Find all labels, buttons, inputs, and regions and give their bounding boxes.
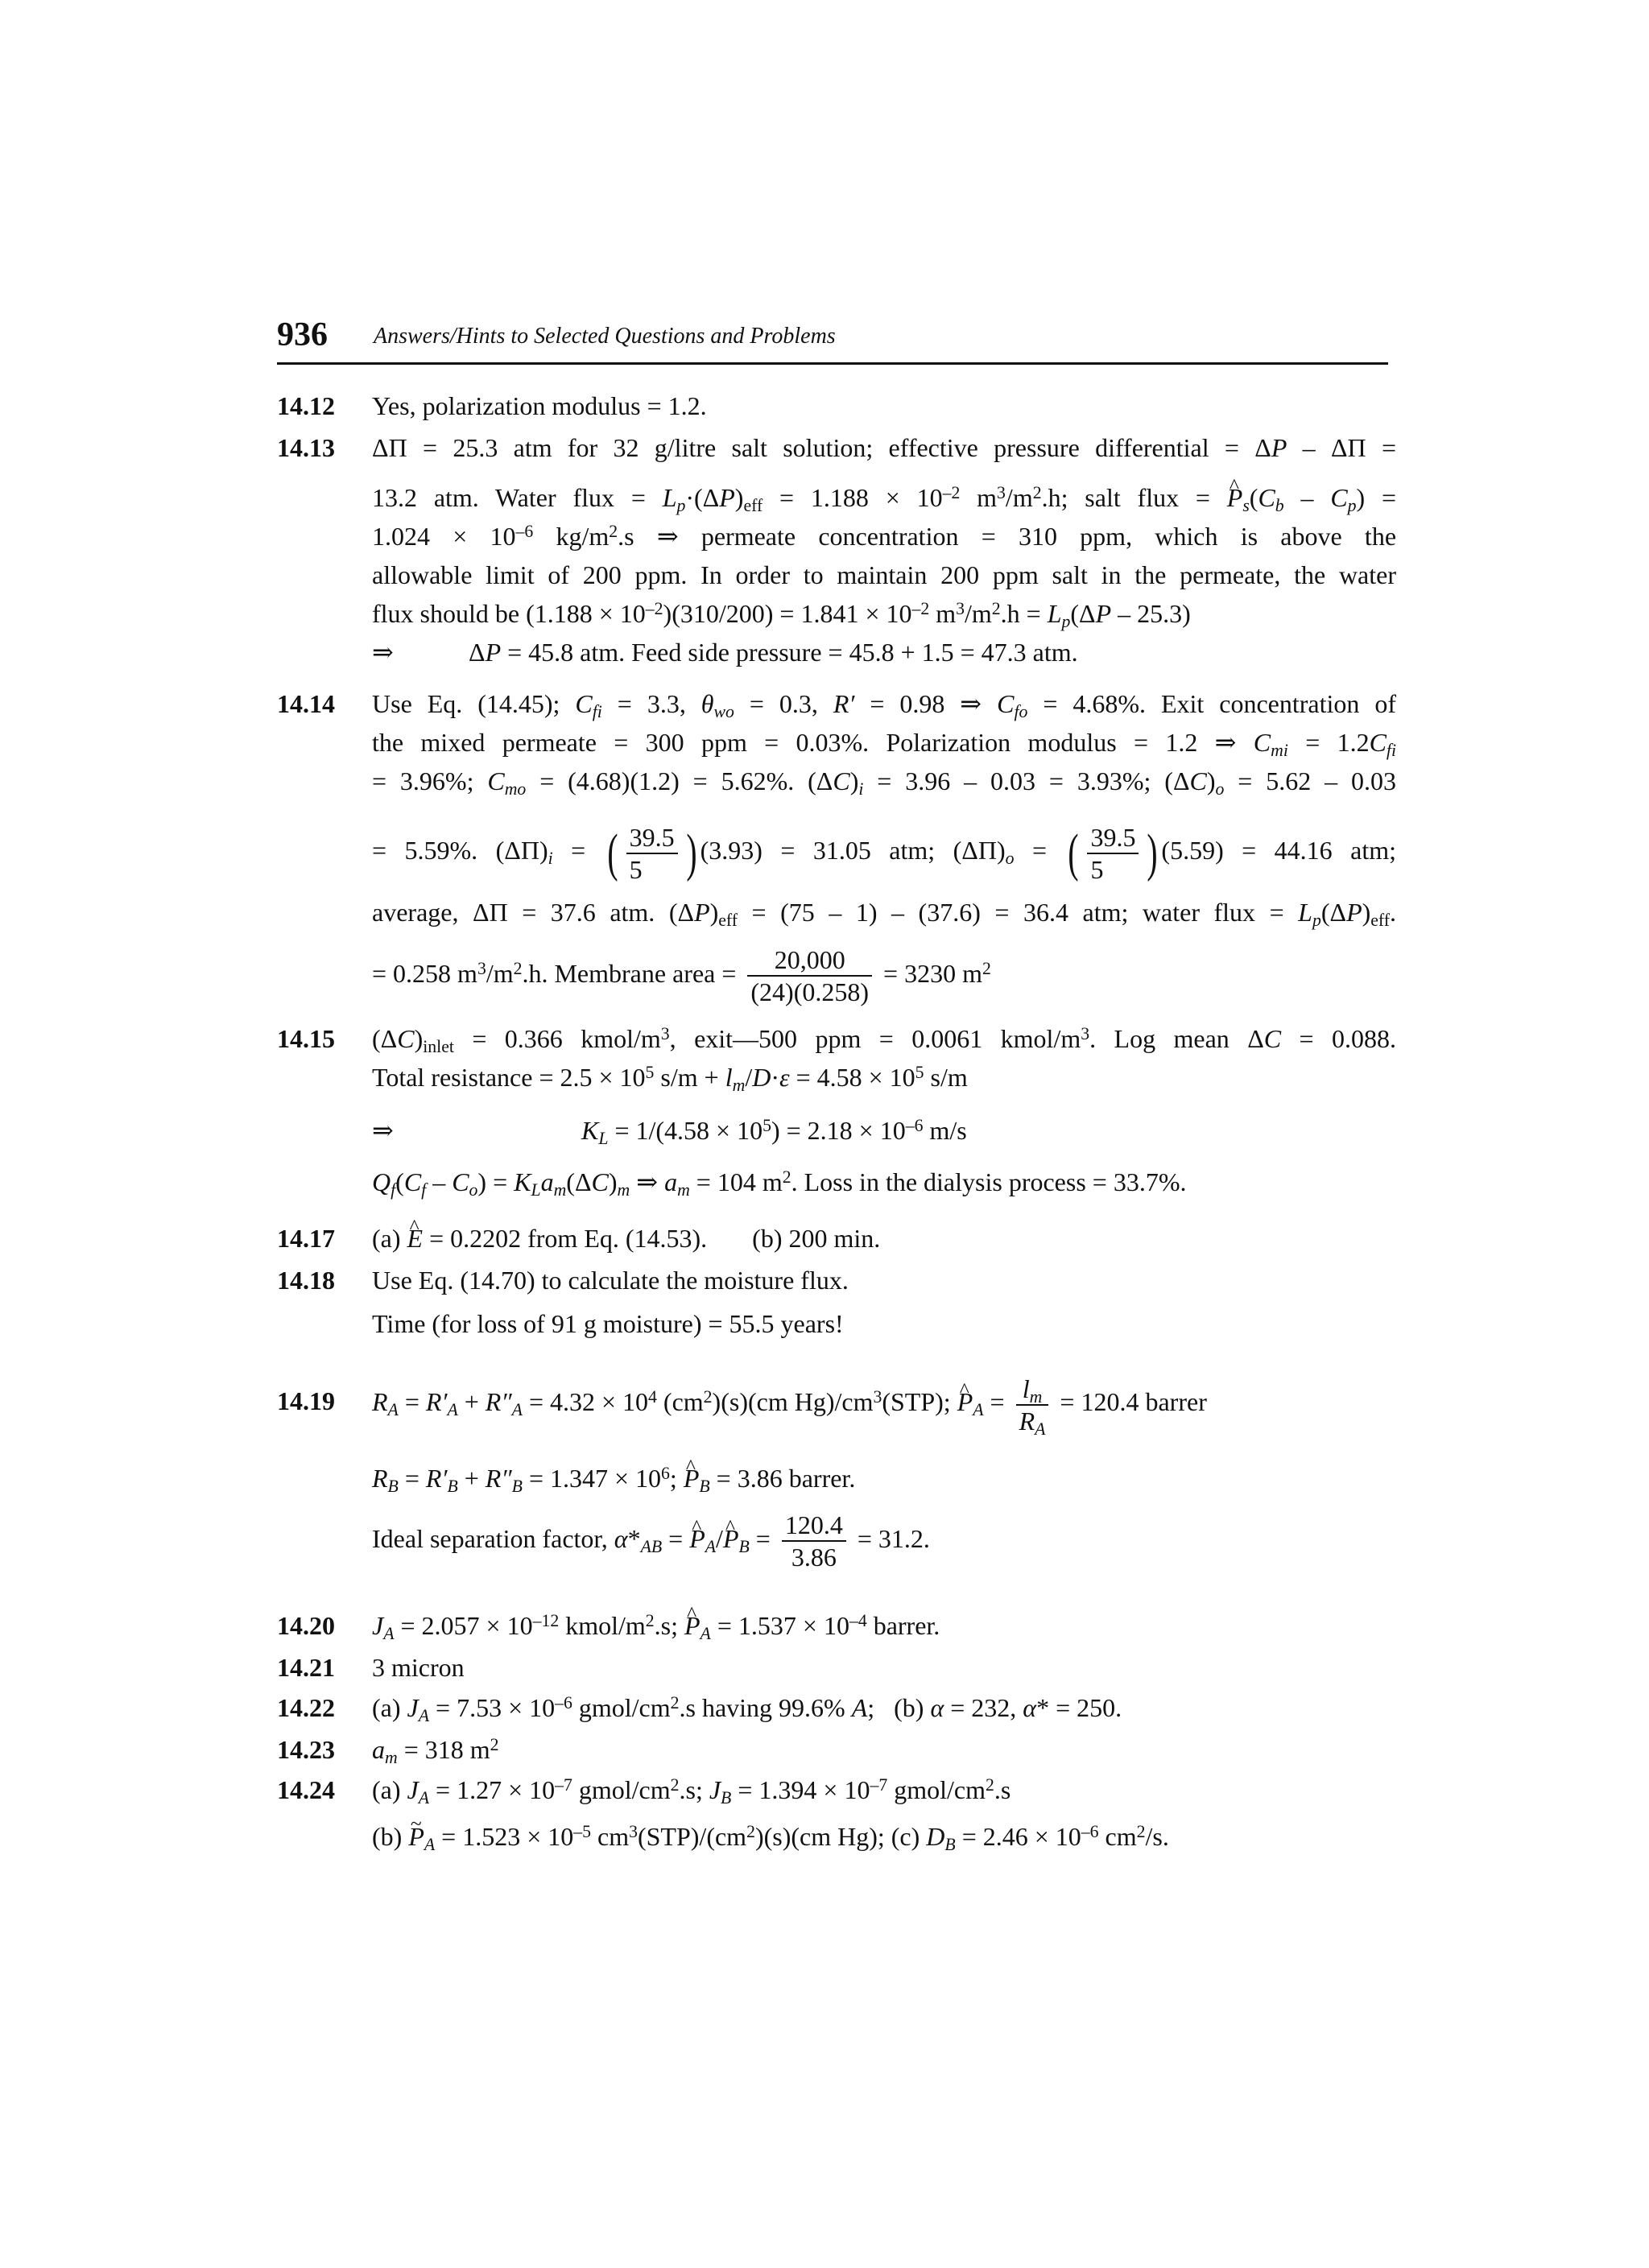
running-title: Answers/Hints to Selected Questions and Problems: [374, 324, 836, 349]
answer-line: (b) ~ $P_A = 1.523 \times 10^{-5}$ $cm^3(STP)/(cm^2)(s)(cm$ Hg); (c) $D_B = 2.46 \times 10^{-6}$ $cm^2/s$.: [372, 1817, 1396, 1856]
answer-line: ⇒ $K_L = 1/(4.58 \times 10^5) = 2.18 \times 10^{-6}$ m/s: [372, 1116, 967, 1149]
answer-line: Time (for loss of 91 g moisture) = 55.5 years!: [372, 1309, 844, 1338]
answer-line: flux should be $(1.188 \times 10^{-2})(310/200) = 1.841 \times 10^{-2}$ $m^3/m^2.h = L_p(\Delta P - 25.3)$: [372, 599, 1191, 632]
running-header: [277, 316, 1388, 365]
answer-line: $R_B = R'_B + R''_B = 1.347 \times 10^6$; ^ $P_B = 3.86$ barrer.: [372, 1459, 1396, 1498]
answer-line: $1.024 \times 10^{-6}$ $kg/m^2.s$ ⇒ permeate concentration = 310 ppm, which is above the: [372, 522, 1397, 551]
problem-number: 14.22: [277, 1693, 335, 1722]
problem-number: 14.24: [277, 1775, 335, 1804]
answer-text: (a) $J_A = 7.53 \times 10^{-6}$ gmol/$cm^2.s$ having 99.6% A; (b) α = 232, α* = 250.: [372, 1693, 1122, 1726]
problem-number: 14.19: [277, 1386, 335, 1415]
problem-number: 14.13: [277, 433, 335, 462]
problem-number: 14.18: [277, 1266, 335, 1295]
answer-line: Ideal separation factor, $\alpha*_{AB}$ = ^ $P_A/\^{}$ $P_B$ = $\frac{120.4}{3.86}$ = 31.2.: [372, 1506, 1396, 1573]
answer-line: average, ΔΠ = 37.6 atm. $(\Delta P)_{eff} = (75 - 1) - (37.6) = 36.4$ atm; water flux = $L_p(\Delta P)_{eff}$.: [372, 897, 1397, 930]
answer-line: Total resistance = $2.5 \times 10^5$ $s/m + l_m/D\cdot\varepsilon = 4.58 \times 10^5$ s/m: [372, 1063, 968, 1096]
answer-text: $J_A = 2.057 \times 10^{-12}$ kmol/$m^2.s$; ^ $P_A = 1.537 \times 10^{-4}$ barrer.: [372, 1606, 1396, 1645]
problem-number: 14.12: [277, 391, 335, 420]
answer-line: the mixed permeate = 300 ppm = 0.03%. Polarization modulus = 1.2 ⇒ $C_{mi} = 1.2C_{fi}$: [372, 728, 1397, 761]
answer-line: $R_A = R'_A + R''_A = 4.32 \times 10^4$ $(cm^2)(s)(cm$ $Hg)/cm^3(STP)$; ^ $P_A$ = $\frac{l_m}{R_A}$ = 120.4 barrer: [372, 1369, 1396, 1436]
answer-line: allowable limit of 200 ppm. In order to maintain 200 ppm salt in the permeate, the water: [372, 560, 1396, 589]
page-number: 936: [277, 316, 328, 353]
answer-line: Use Eq. (14.70) to calculate the moisture flux.: [372, 1266, 849, 1295]
answer-line: $(\Delta C)_{inlet} = 0.366$ kmol/$m^3$, exit—500 ppm = 0.0061 kmol/$m^3$. Log mean ΔC = 0.088.: [372, 1024, 1397, 1057]
answer-text: (a) ^ E = 0.2202 from Eq. (14.53). (b) 200 min.: [372, 1219, 1396, 1258]
answer-line: 13.2 atm. Water flux = $L_p\cdot(\Delta P)_{eff} = 1.188 \times 10^{-2}$ $m^3/m^2.h$; salt flux = ^ $P_s(C_b - C_p)$ =: [372, 478, 1396, 517]
answer-text: $a_m = 318$ $m^2$: [372, 1735, 499, 1768]
problem-number: 14.14: [277, 689, 335, 718]
answer-line: ⇒ ΔP = 45.8 atm. Feed side pressure = 45.8 + 1.5 = 47.3 atm.: [372, 638, 1078, 667]
problem-number: 14.20: [277, 1611, 335, 1640]
answer-line: $Q_f(C_f - C_o) = K_La_m(\Delta C)_m$ ⇒ $a_m = 104$ $m^2$. Loss in the dialysis process = 33.7%.: [372, 1167, 1187, 1200]
answer-line: = 5.59%. $(\Delta\Pi)_i$ = ( $\frac{39.5}{5}$ ) (3.93) = 31.05 atm; $(\Delta\Pi)_o$ = ( $\frac{39.5}{5}$ ) (5.59) = 44.16 atm;: [372, 822, 1397, 884]
answer-line: Use Eq. (14.45); $C_{fi} = 3.3$, $\theta_{wo} = 0.3$, R′ = 0.98 ⇒ $C_{fo} = 4.68\%$. Exit concentration of: [372, 689, 1397, 722]
answer-text: Yes, polarization modulus = 1.2.: [372, 391, 707, 420]
answer-text: 3 micron: [372, 1653, 465, 1682]
answer-line: (a) $J_A = 1.27 \times 10^{-7}$ gmol/$cm^2.s$; $J_B = 1.394 \times 10^{-7}$ gmol/$cm^2.s$: [372, 1775, 1011, 1808]
problem-number: 14.21: [277, 1653, 335, 1682]
problem-number: 14.15: [277, 1024, 335, 1053]
answer-line: ΔΠ = 25.3 atm for 32 g/litre salt solution; effective pressure differential = ΔP – ΔΠ =: [372, 433, 1397, 462]
answer-line: = 0.258 $m^3/m^2.h$. Membrane area = $\frac{20,000}{(24)(0.258)}$ = 3230 $m^2$: [372, 945, 991, 1007]
problem-number: 14.17: [277, 1224, 335, 1253]
answer-line: = 3.96%; $C_{mo} = (4.68)(1.2) = 5.62\%$. $(\Delta C)_i = 3.96 - 0.03 = 3.93\%$; $(\Delta C)_o = 5.62 - 0.03$: [372, 766, 1397, 799]
problem-number: 14.23: [277, 1735, 335, 1764]
